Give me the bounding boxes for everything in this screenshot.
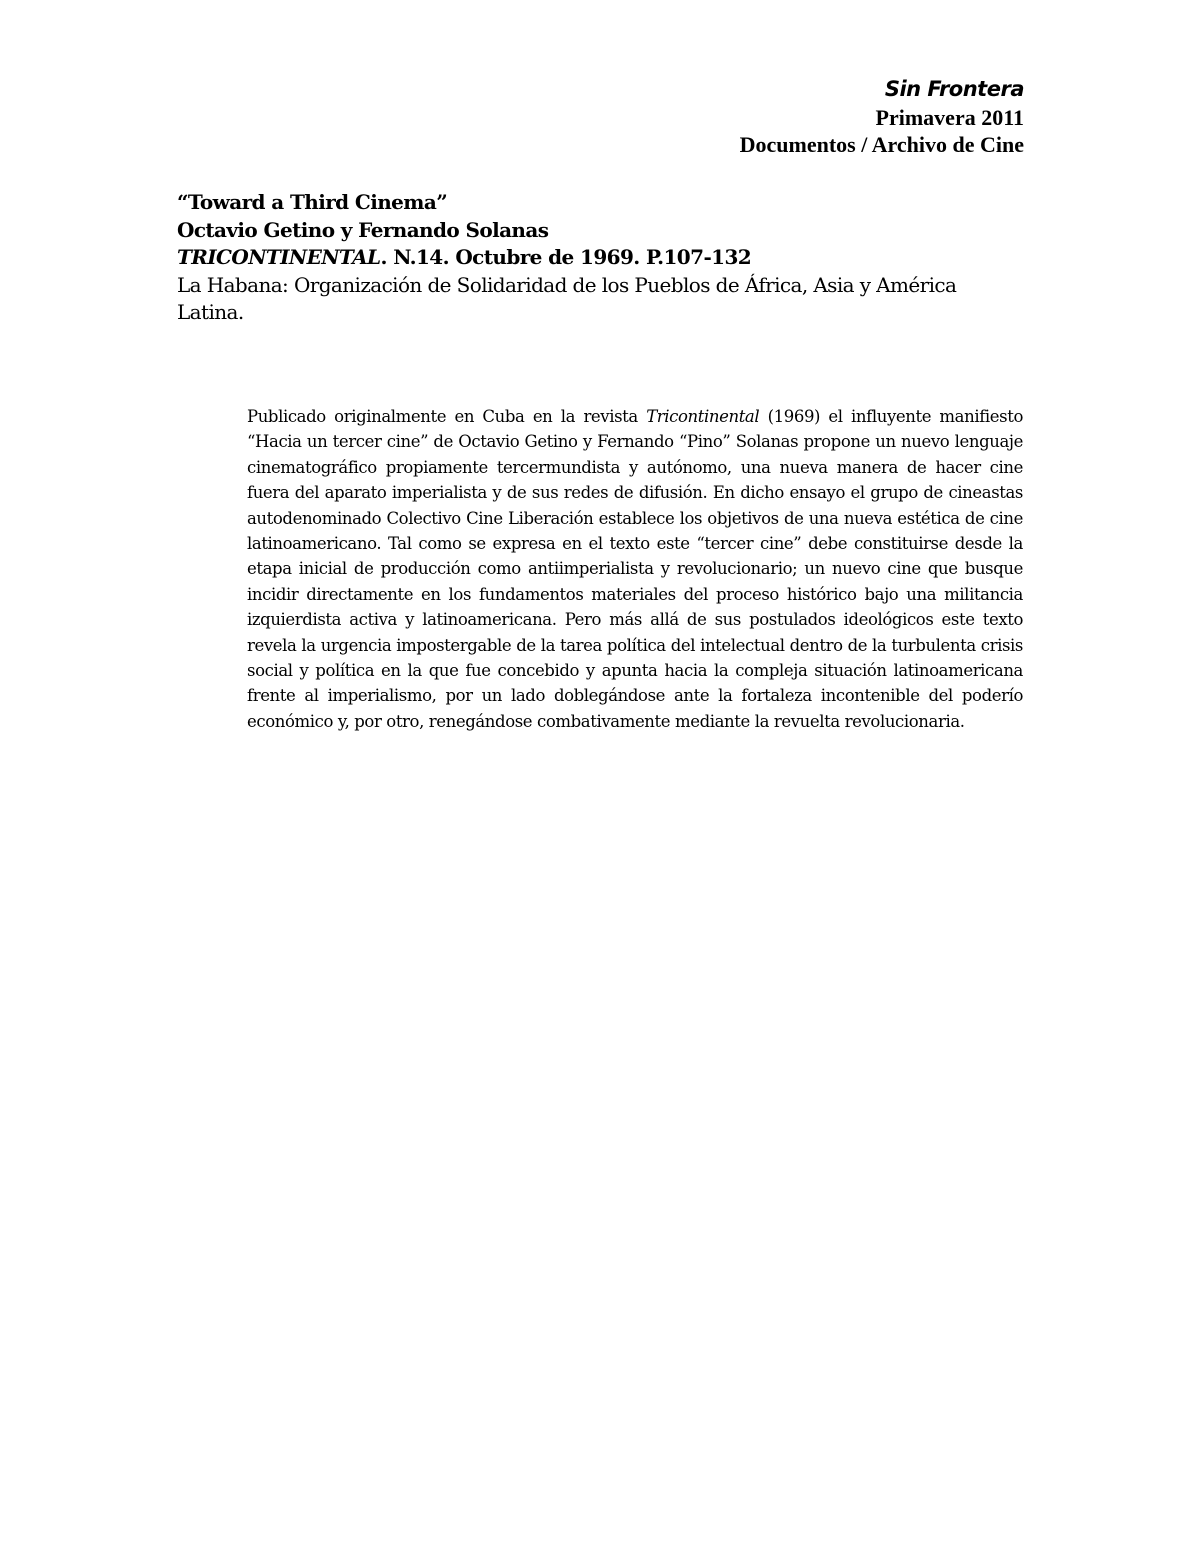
article-title: “Toward a Third Cinema” bbox=[177, 190, 448, 214]
abstract-paragraph bbox=[247, 404, 1023, 734]
abstract-part-2: (1969) el influyente manifiesto “Hacia un tercer cine” de Octavio Getino y Fernando “Pino” Solanas propone un nuevo lenguaje cinematográfico propiamente tercermundista y autónomo, una nueva manera de hacer cine fuera del aparato imperialista y de sus redes de difusión. En dicho ensayo el grupo de cineastas autodenominado Colectivo Cine Liberación establece los objetivos de una nueva estética de cine latinoamericano. Tal como se expresa en el texto este “tercer cine” debe constituirse desde la etapa inicial de producción como antiimperialista y revolucionario; un nuevo cine que busque incidir directamente en los fundamentos materiales del proceso histórico bajo una militancia izquierdista activa y latinoamericana. Pero más allá de sus postulados ideológicos este texto revela la urgencia impostergable de la tarea política del intelectual dentro de la turbulenta crisis social y política en la que fue concebido y apunta hacia la compleja situación latinoamericana frente al imperialismo, por un lado doblegándose ante la fortaleza incontenible del poderío económico y, por otro, renegándose combativamente mediante la revuelta revolucionaria. bbox=[247, 407, 1023, 731]
abstract-part-1: Publicado originalmente en Cuba en la revista bbox=[247, 407, 647, 426]
magazine-name: Tricontinental bbox=[646, 407, 760, 426]
source-details: . N.14. Octubre de 1969. P.107-132 bbox=[380, 245, 752, 269]
source-journal: TRICONTINENTAL bbox=[177, 245, 381, 269]
article-authors: Octavio Getino y Fernando Solanas bbox=[177, 217, 549, 242]
journal-name: Sin Frontera bbox=[884, 77, 1024, 101]
publisher-place: La Habana: Organización de Solidaridad de los Pueblos de África, Asia y América Latina. bbox=[177, 272, 957, 324]
page-header bbox=[740, 74, 1024, 158]
citation-block bbox=[177, 189, 1027, 327]
article-source bbox=[177, 244, 1027, 272]
section-label: Documentos / Archivo de Cine bbox=[739, 132, 1024, 157]
issue-label: Primavera 2011 bbox=[875, 105, 1024, 130]
